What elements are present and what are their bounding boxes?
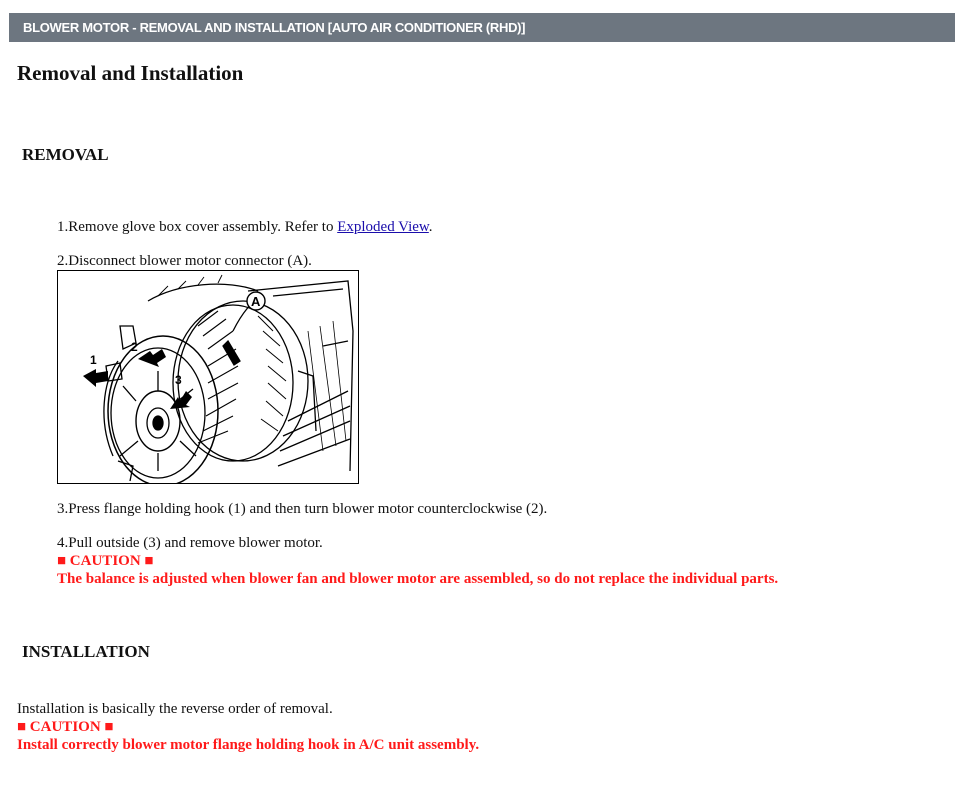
step-2: 2.Disconnect blower motor connector (A). xyxy=(57,253,312,269)
page-title: Removal and Installation xyxy=(17,61,244,85)
installation-caution-label: ■ CAUTION ■ xyxy=(17,719,114,735)
installation-heading: INSTALLATION xyxy=(22,642,150,661)
removal-caution-label: ■ CAUTION ■ xyxy=(57,553,154,569)
installation-caution-text: Install correctly blower motor flange holding hook in A/C unit assembly. xyxy=(17,737,480,753)
step-1-text: 1.Remove glove box cover assembly. Refer to xyxy=(57,219,338,235)
label-3: 3 xyxy=(175,373,182,387)
blower-motor-figure xyxy=(57,270,359,484)
label-2: 2 xyxy=(131,340,138,354)
step-1 xyxy=(57,218,433,236)
removal-caution-text: The balance is adjusted when blower fan and blower motor are assembled, so do not replace the individual parts. xyxy=(57,571,779,587)
header-bar xyxy=(9,13,955,42)
header-title: BLOWER MOTOR - REMOVAL AND INSTALLATION [AUTO AIR CONDITIONER (RHD)] xyxy=(23,20,526,35)
blower-motor-illustration xyxy=(58,271,358,483)
arrow-1-icon xyxy=(83,369,108,387)
step-4: 4.Pull outside (3) and remove blower motor. xyxy=(57,535,323,551)
callout-a-label: A xyxy=(251,294,261,309)
removal-heading: REMOVAL xyxy=(22,145,109,164)
step-3: 3.Press flange holding hook (1) and then turn blower motor counterclockwise (2). xyxy=(57,501,548,517)
label-1: 1 xyxy=(90,353,97,367)
installation-text: Installation is basically the reverse order of removal. xyxy=(17,701,333,717)
step-1-suffix: . xyxy=(428,219,433,235)
exploded-view-link[interactable]: Exploded View xyxy=(337,219,429,235)
